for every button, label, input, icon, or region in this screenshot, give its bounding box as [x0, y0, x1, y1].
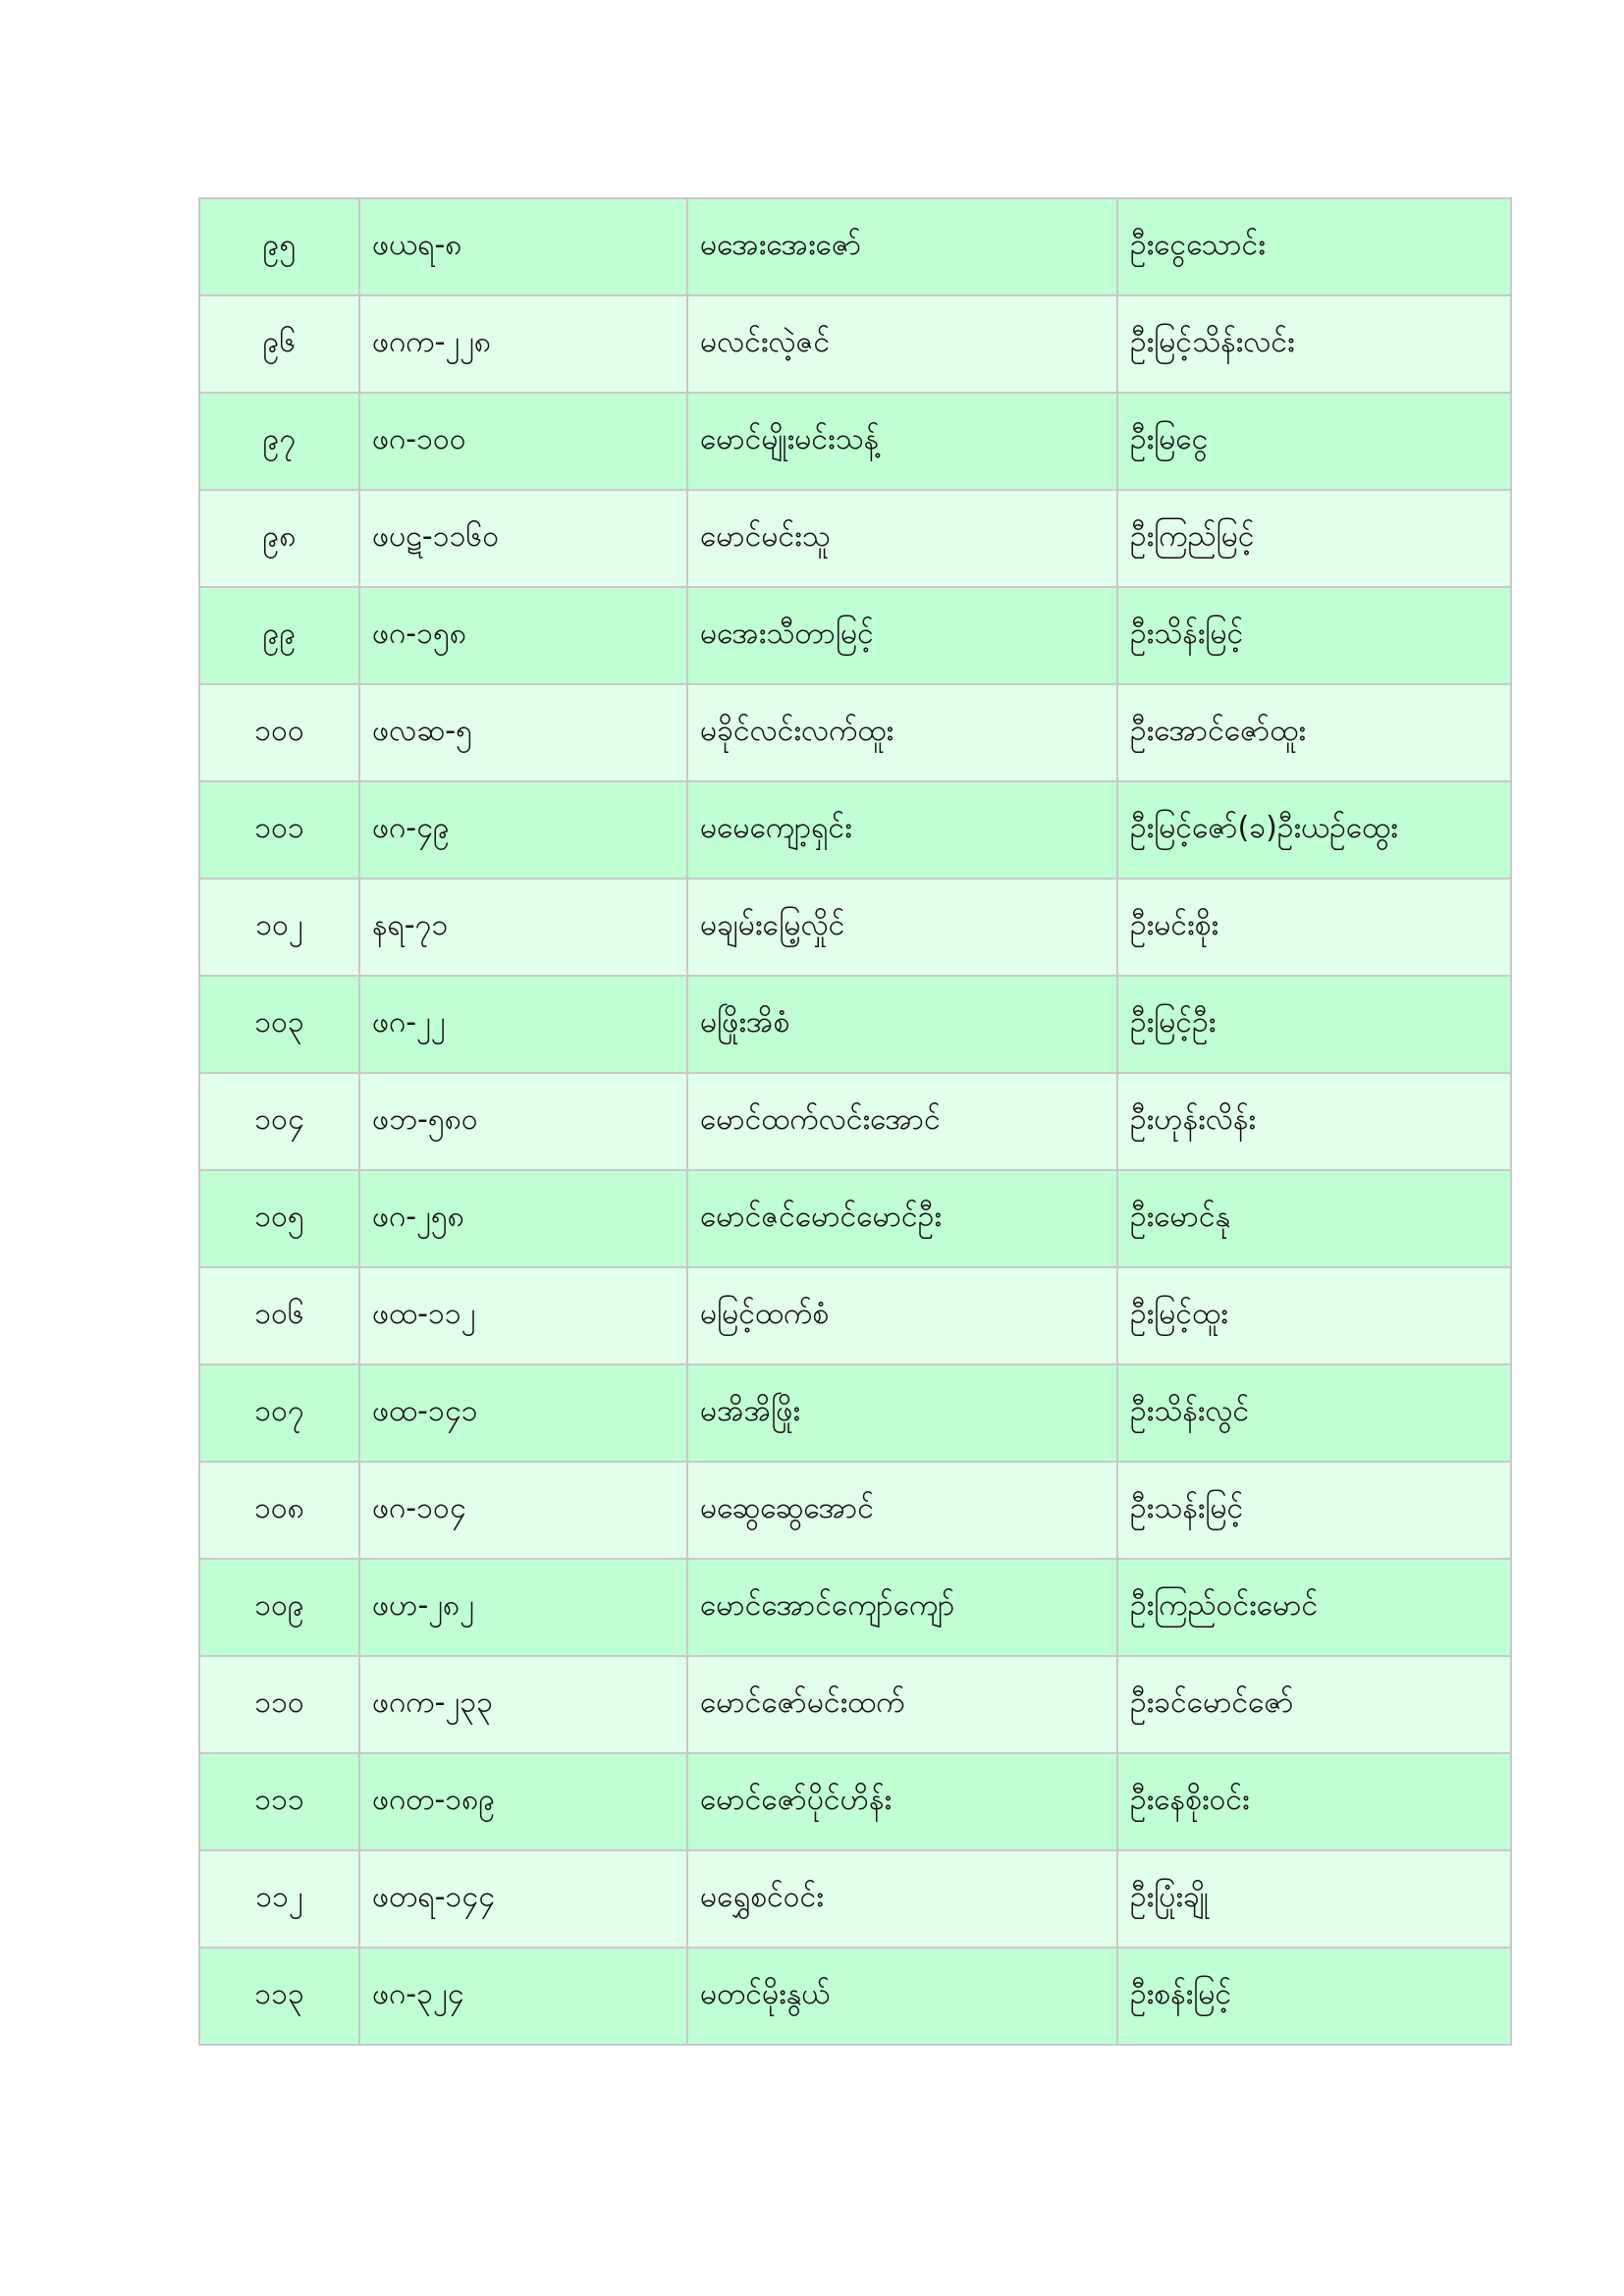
table-row: [199, 684, 1511, 781]
row-number-cell: ၉၉: [199, 587, 359, 684]
father-name-cell: ဦးမောင်နု: [1117, 1170, 1511, 1267]
registration-code-cell: ဖဂ-၄၉: [359, 781, 687, 879]
father-name-cell: ဦးပြုံးချို: [1117, 1850, 1511, 1948]
student-name-cell: မလင်းလဲ့ဇင်: [687, 295, 1117, 393]
row-number-cell: ၉၆: [199, 295, 359, 393]
student-name-cell: မချမ်းမြေ့လှိုင်: [687, 879, 1117, 976]
row-number-cell: ၁၁၂: [199, 1850, 359, 1948]
registration-code-cell: ဖယရ-၈: [359, 198, 687, 295]
registration-code-cell: ဖဂ-၂၅၈: [359, 1170, 687, 1267]
table-row: [199, 1267, 1511, 1364]
registration-code-cell: ဖတရ-၁၄၄: [359, 1850, 687, 1948]
row-number-cell: ၁၀၉: [199, 1559, 359, 1656]
row-number-cell: ၁၀၄: [199, 1073, 359, 1170]
table-row: [199, 1462, 1511, 1559]
student-name-cell: မခိုင်လင်းလက်ထူး: [687, 684, 1117, 781]
table-row: [199, 1073, 1511, 1170]
registration-code-cell: ဖဂက-၂၃၃: [359, 1656, 687, 1753]
father-name-cell: ဦးမြင့်ဇော်(ခ)ဦးယဉ်ထွေး: [1117, 781, 1511, 879]
registration-code-cell: ဖဂ-၁၀၀: [359, 393, 687, 490]
student-name-cell: မဖြိုးအိစံ: [687, 976, 1117, 1073]
table-row: [199, 295, 1511, 393]
row-number-cell: ၉၈: [199, 490, 359, 587]
table-row: [199, 879, 1511, 976]
table-row: [199, 1559, 1511, 1656]
student-name-cell: မောင်အောင်ကျော်ကျော်: [687, 1559, 1117, 1656]
registration-code-cell: ဖထ-၁၄၁: [359, 1364, 687, 1462]
student-name-cell: မောင်ဇော်ပိုင်ဟိန်း: [687, 1753, 1117, 1850]
table-row: [199, 490, 1511, 587]
student-name-cell: မောင်မင်းသူ: [687, 490, 1117, 587]
table-row: [199, 1364, 1511, 1462]
row-number-cell: ၁၀၃: [199, 976, 359, 1073]
registration-code-cell: ဖဂက-၂၂၈: [359, 295, 687, 393]
table-row: [199, 1753, 1511, 1850]
row-number-cell: ၁၀၀: [199, 684, 359, 781]
father-name-cell: ဦးမြင့်ထူး: [1117, 1267, 1511, 1364]
registration-code-cell: ဖပဋ-၁၁၆၀: [359, 490, 687, 587]
row-number-cell: ၁၀၁: [199, 781, 359, 879]
student-name-cell: မရွှေစင်ဝင်း: [687, 1850, 1117, 1948]
row-number-cell: ၁၁၀: [199, 1656, 359, 1753]
row-number-cell: ၁၁၃: [199, 1948, 359, 2045]
father-name-cell: ဦးအောင်ဇော်ထူး: [1117, 684, 1511, 781]
father-name-cell: ဦးမြငွေ: [1117, 393, 1511, 490]
father-name-cell: ဦးသန်းမြင့်: [1117, 1462, 1511, 1559]
registration-code-cell: ဖဂ-၁၀၄: [359, 1462, 687, 1559]
father-name-cell: ဦးမင်းစိုး: [1117, 879, 1511, 976]
father-name-cell: ဦးကြည်ဝင်းမောင်: [1117, 1559, 1511, 1656]
row-number-cell: ၁၀၆: [199, 1267, 359, 1364]
row-number-cell: ၁၀၅: [199, 1170, 359, 1267]
row-number-cell: ၉၇: [199, 393, 359, 490]
father-name-cell: ဦးဟုန်းလိန်း: [1117, 1073, 1511, 1170]
student-name-cell: မမေကျော့ရှင်း: [687, 781, 1117, 879]
table-row: [199, 1948, 1511, 2045]
table-row: [199, 1656, 1511, 1753]
student-name-cell: မမြင့်ထက်စံ: [687, 1267, 1117, 1364]
father-name-cell: ဦးမြင့်ဦး: [1117, 976, 1511, 1073]
registration-code-cell: ဖထ-၁၁၂: [359, 1267, 687, 1364]
student-name-cell: မတင်မိုးနွယ်: [687, 1948, 1117, 2045]
student-name-cell: မအိအိဖြိုး: [687, 1364, 1117, 1462]
father-name-cell: ဦးသိန်းလွင်: [1117, 1364, 1511, 1462]
registration-code-cell: ဖဂ-၂၂: [359, 976, 687, 1073]
father-name-cell: ဦးသိန်းမြင့်: [1117, 587, 1511, 684]
father-name-cell: ဦးကြည်မြင့်: [1117, 490, 1511, 587]
registration-code-cell: ဖဘ-၅၈၀: [359, 1073, 687, 1170]
father-name-cell: ဦးငွေသောင်း: [1117, 198, 1511, 295]
roster-table: [198, 197, 1512, 2046]
table-row: [199, 587, 1511, 684]
table-row: [199, 976, 1511, 1073]
roster-table-body: [199, 198, 1511, 2045]
student-name-cell: မောင်ဇင်မောင်မောင်ဦး: [687, 1170, 1117, 1267]
row-number-cell: ၁၀၇: [199, 1364, 359, 1462]
father-name-cell: ဦးခင်မောင်ဇော်: [1117, 1656, 1511, 1753]
registration-code-cell: ဖဟ-၂၈၂: [359, 1559, 687, 1656]
student-name-cell: မောင်မျိုးမင်းသန့်: [687, 393, 1117, 490]
registration-code-cell: နရ-၇၁: [359, 879, 687, 976]
student-name-cell: မအေးအေးဇော်: [687, 198, 1117, 295]
father-name-cell: ဦးစန်းမြင့်: [1117, 1948, 1511, 2045]
student-name-cell: မဆွေဆွေအောင်: [687, 1462, 1117, 1559]
row-number-cell: ၁၀၂: [199, 879, 359, 976]
student-name-cell: မောင်ဇော်မင်းထက်: [687, 1656, 1117, 1753]
row-number-cell: ၁၀၈: [199, 1462, 359, 1559]
table-row: [199, 393, 1511, 490]
registration-code-cell: ဖဂ-၁၅၈: [359, 587, 687, 684]
registration-code-cell: ဖဂတ-၁၈၉: [359, 1753, 687, 1850]
table-row: [199, 198, 1511, 295]
table-row: [199, 1850, 1511, 1948]
row-number-cell: ၉၅: [199, 198, 359, 295]
father-name-cell: ဦးမြင့်သိန်းလင်း: [1117, 295, 1511, 393]
father-name-cell: ဦးနေစိုးဝင်း: [1117, 1753, 1511, 1850]
student-name-cell: မောင်ထက်လင်းအောင်: [687, 1073, 1117, 1170]
student-name-cell: မအေးသီတာမြင့်: [687, 587, 1117, 684]
row-number-cell: ၁၁၁: [199, 1753, 359, 1850]
table-row: [199, 781, 1511, 879]
table-row: [199, 1170, 1511, 1267]
registration-code-cell: ဖဂ-၃၂၄: [359, 1948, 687, 2045]
registration-code-cell: ဖလဆ-၅: [359, 684, 687, 781]
